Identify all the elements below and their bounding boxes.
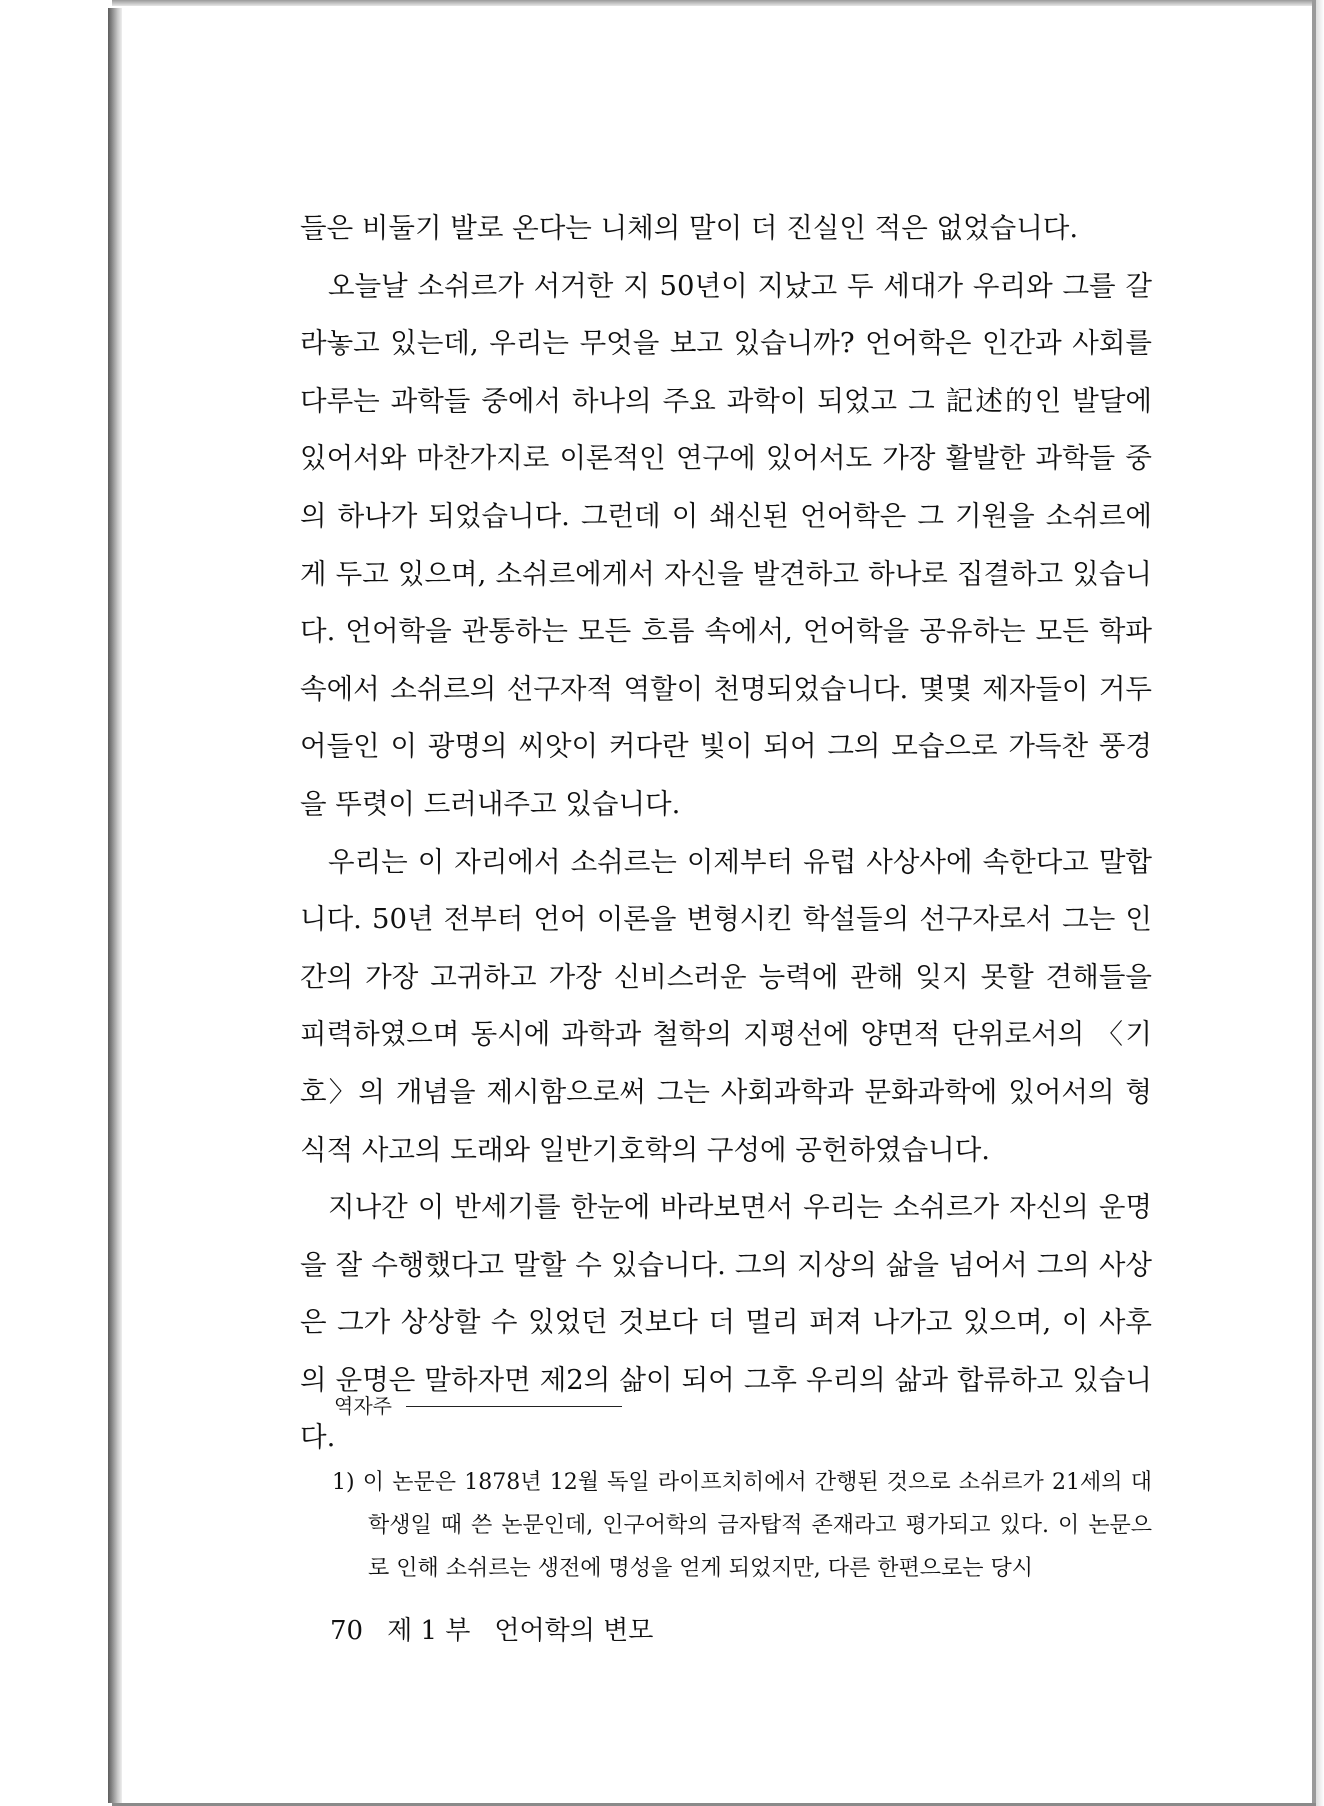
paragraph: 오늘날 소쉬르가 서거한 지 50년이 지났고 두 세대가 우리와 그를 갈라놓고 있는데, 우리는 무엇을 보고 있습니까? 언어학은 인간과 사회를 다루는 과학들 중에서 하나의 주요 과학이 되었고 그 記述的인 발달에 있어서와 마찬가지로 이론적인 연구에 있어서도 가장 활발한 과학들 중의 하나가 되었습니다. 그런데 이 쇄신된 언어학은 그 기원을 소쉬르에게 두고 있으며, 소쉬르에게서 자신을 발견하고 하나로 집결하고 있습니다. 언어학을 관통하는 모든 흐름 속에서, 언어학을 공유하는 모든 학파 속에서 소쉬르의 선구자적 역할이 천명되었습니다. 몇몇 제자들이 거두어들인 이 광명의 씨앗이 커다란 빛이 되어 그의 모습으로 가득찬 풍경을 뚜렷이 드러내주고 있습니다. bbox=[300, 269, 1152, 820]
body-text bbox=[300, 200, 1152, 1467]
page-right-shadow bbox=[1316, 0, 1324, 1806]
footnote-list bbox=[332, 1461, 1152, 1590]
page-number: 70 bbox=[330, 1616, 364, 1646]
footer-title: 언어학의 변모 bbox=[494, 1616, 654, 1646]
page-footer bbox=[330, 1614, 677, 1648]
footnote-rule bbox=[406, 1406, 622, 1407]
book-top-edge bbox=[112, 0, 1317, 6]
book-spine-edge bbox=[108, 8, 122, 1803]
footnote-item: 1) 이 논문은 1878년 12월 독일 라이프치히에서 간행된 것으로 소쉬르가 21세의 대학생일 때 쓴 논문인데, 인구어학의 금자탑적 존재라고 평가되고 있다. 이 논문으로 인해 소쉬르는 생전에 명성을 얻게 되었지만, 다른 한편으로는 당시 bbox=[332, 1470, 1152, 1581]
paragraph: 들은 비둘기 발로 온다는 니체의 말이 더 진실인 적은 없었습니다. bbox=[300, 212, 1079, 244]
footer-part: 제 1 부 bbox=[387, 1616, 471, 1646]
footnote-header-label: 역자주 bbox=[334, 1394, 392, 1418]
page-right-border bbox=[1312, 0, 1316, 1806]
paragraph: 지나간 이 반세기를 한눈에 바라보면서 우리는 소쉬르가 자신의 운명을 잘 수행했다고 말할 수 있습니다. 그의 지상의 삶을 넘어서 그의 사상은 그가 상상할 수 있었던 것보다 더 멀리 퍼져 나가고 있으며, 이 사후의 운명은 말하자면 제2의 삶이 되어 그후 우리의 삶과 합류하고 있습니다. bbox=[300, 1191, 1152, 1454]
footnote-header bbox=[334, 1391, 622, 1421]
paragraph: 우리는 이 자리에서 소쉬르는 이제부터 유럽 사상사에 속한다고 말합니다. 50년 전부터 언어 이론을 변형시킨 학설들의 선구자로서 그는 인간의 가장 고귀하고 가장 신비스러운 능력에 관해 잊지 못할 견해들을 피력하였으며 동시에 과학과 철학의 지평선에 양면적 단위로서의 〈기호〉의 개념을 제시함으로써 그는 사회과학과 문화과학에 있어서의 형식적 사고의 도래와 일반기호학의 구성에 공헌하였습니다. bbox=[300, 845, 1152, 1166]
